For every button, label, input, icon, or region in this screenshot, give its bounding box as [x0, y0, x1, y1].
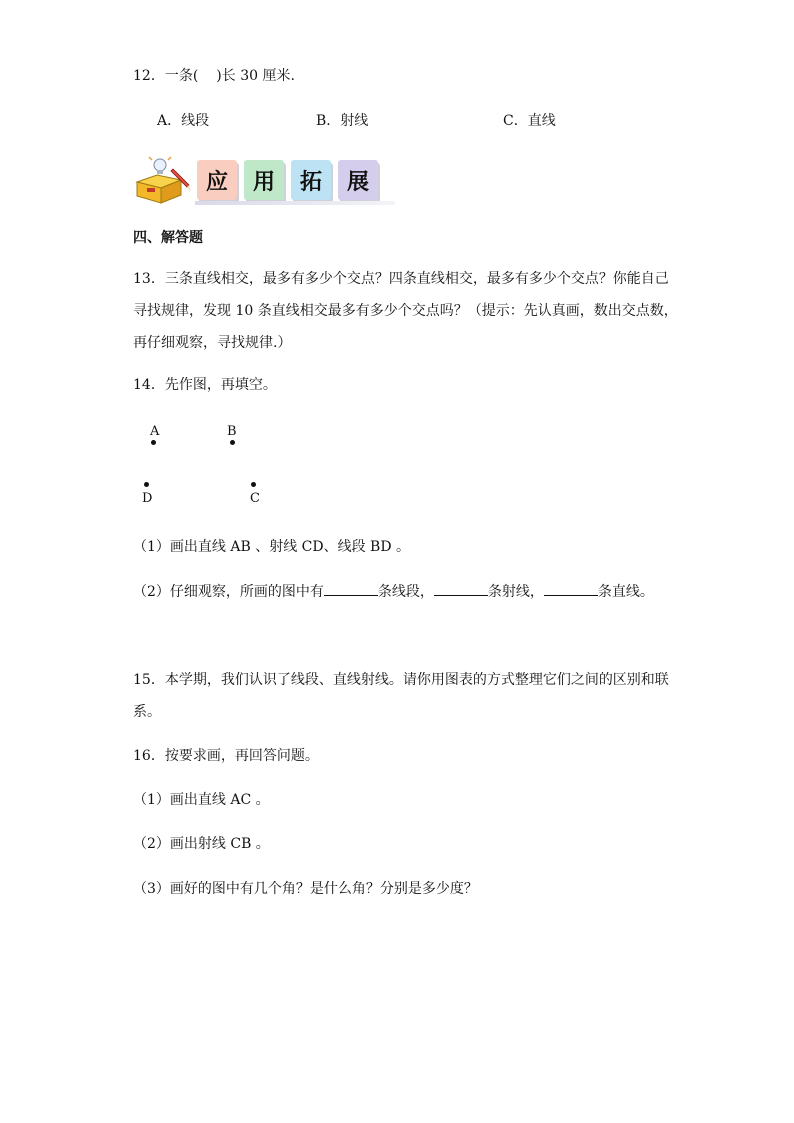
banner-shadow — [195, 201, 395, 205]
point-label-c: C — [250, 491, 260, 506]
q14-sub2-part2: 条线段， — [377, 584, 434, 600]
q13-line-3: 再仔细观察，寻找规律.） — [133, 335, 292, 351]
point-label-a: A — [150, 424, 160, 439]
toolbox-lightbulb-icon — [133, 155, 193, 207]
q13-line-1: 13．三条直线相交，最多有多少个交点？四条直线相交，最多有多少个交点？你能自己 — [133, 271, 669, 287]
q14-blank-segments[interactable] — [324, 581, 378, 596]
point-label-d: D — [142, 491, 153, 506]
banner-tile-1 — [197, 160, 237, 200]
q14-sub2-part1: （2）仔细观察，所画的图中有 — [133, 584, 324, 600]
q12-option-c: C．直线 — [503, 113, 556, 129]
q14-title: 14．先作图，再填空。 — [133, 377, 277, 393]
point-c-dot — [251, 482, 256, 487]
q12-stem — [133, 66, 295, 86]
application-extension-banner — [133, 155, 403, 207]
banner-tile-3 — [291, 160, 331, 200]
point-b-dot — [230, 440, 235, 445]
q14-blank-rays[interactable] — [434, 581, 488, 596]
point-label-b: B — [227, 424, 237, 439]
q14-blank-lines[interactable] — [544, 581, 598, 596]
banner-tile-1-text: 应 — [205, 169, 228, 195]
q16-sub3: （3）画好的图中有几个角？是什么角？分别是多少度？ — [133, 881, 478, 897]
q16-sub2: （2）画出射线 CB 。 — [133, 836, 270, 852]
banner-tile-3-text: 拓 — [299, 169, 322, 195]
q12-prefix: 12．一条( — [133, 68, 199, 84]
q12-option-a: A．线段 — [157, 113, 210, 129]
q14-sub1: （1）画出直线 AB 、射线 CD、线段 BD 。 — [133, 539, 411, 555]
section-title: 四、解答题 — [133, 230, 203, 246]
banner-tile-2 — [244, 160, 284, 200]
point-a-dot — [151, 440, 156, 445]
q14-sub2 — [133, 581, 654, 602]
q16-sub1: （1）画出直线 AC 。 — [133, 792, 270, 808]
q15-line-2: 系。 — [133, 704, 161, 720]
q12-suffix: )长 30 厘米. — [216, 68, 295, 84]
q14-sub2-part3: 条射线， — [487, 584, 544, 600]
banner-tile-4 — [338, 160, 378, 200]
q13-line-2: 寻找规律，发现 10 条直线相交最多有多少个交点吗？（提示：先认真画，数出交点数， — [133, 303, 678, 319]
q14-sub2-part4: 条直线。 — [597, 584, 654, 600]
point-d-dot — [144, 482, 149, 487]
q15-line-1: 15．本学期，我们认识了线段、直线射线。请你用图表的方式整理它们之间的区别和联 — [133, 672, 669, 688]
banner-tile-4-text: 展 — [346, 169, 369, 195]
q12-option-b: B．射线 — [316, 113, 369, 129]
banner-tile-2-text: 用 — [252, 169, 275, 195]
q16-title: 16．按要求画，再回答问题。 — [133, 748, 319, 764]
